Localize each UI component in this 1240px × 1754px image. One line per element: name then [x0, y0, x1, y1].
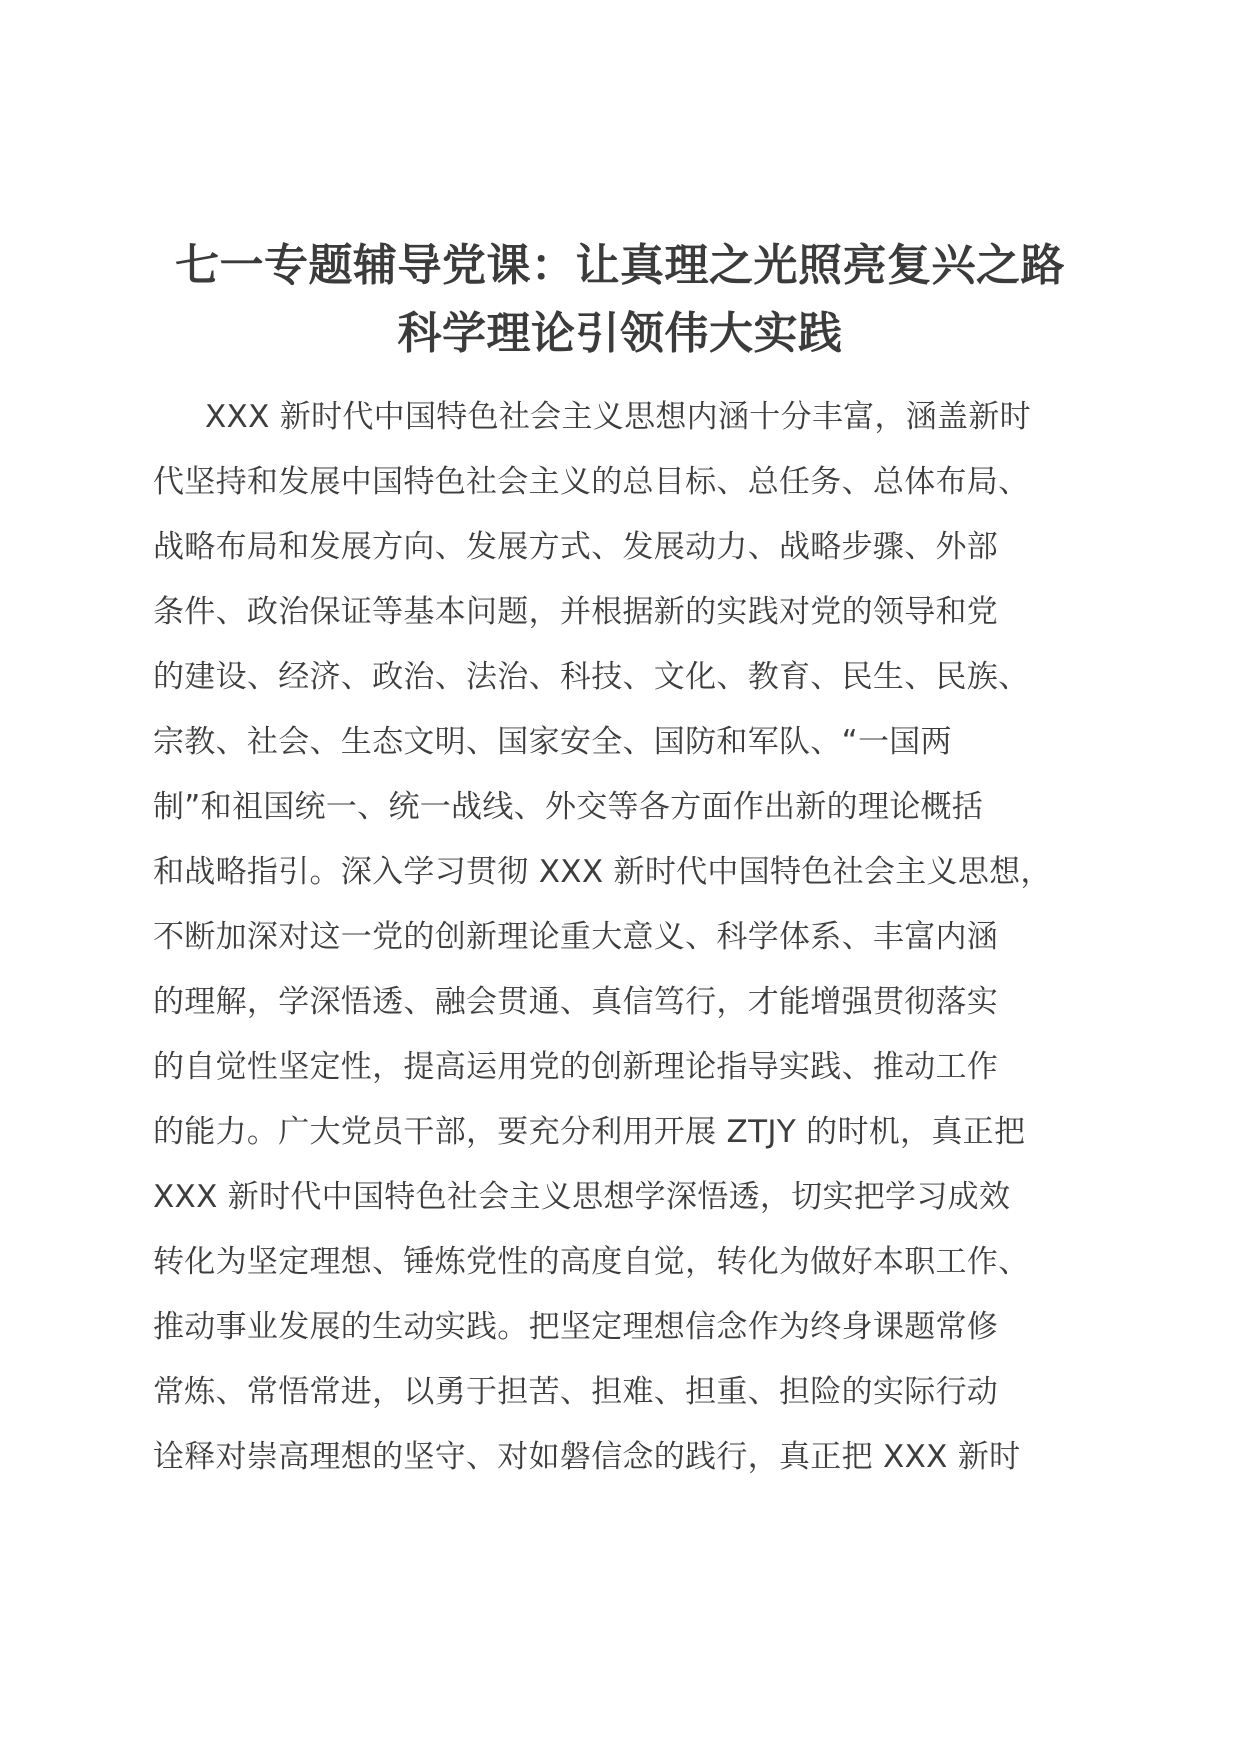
title-line-2: 科学理论引领伟大实践 [397, 308, 843, 359]
paragraph-line: 的理解，学深悟透、融会贯通、真信笃行，才能增强贯彻落实 [153, 984, 999, 1020]
paragraph-line: 诠释对崇高理想的坚守、对如磐信念的践行，真正把 XXX 新时 [153, 1439, 1021, 1475]
paragraph-line: XXX 新时代中国特色社会主义思想内涵十分丰富，涵盖新时 [205, 399, 1031, 435]
paragraph-line: 不断加深对这一党的创新理论重大意义、科学体系、丰富内涵 [153, 919, 999, 955]
paragraph-line: 推动事业发展的生动实践。把坚定理想信念作为终身课题常修 [153, 1309, 999, 1345]
paragraph-line: 的建设、经济、政治、法治、科技、文化、教育、民生、民族、 [153, 659, 1030, 695]
paragraph-line: 条件、政治保证等基本问题，并根据新的实践对党的领导和党 [153, 594, 999, 630]
paragraph-line: 和战略指引。深入学习贯彻 XXX 新时代中国特色社会主义思想， [153, 854, 1052, 890]
paragraph-line: 常炼、常悟常进，以勇于担苦、担难、担重、担险的实际行动 [153, 1374, 999, 1410]
document-title [150, 232, 1090, 368]
paragraph-line: 战略布局和发展方向、发展方式、发展动力、战略步骤、外部 [153, 529, 999, 565]
paragraph-line: 代坚持和发展中国特色社会主义的总目标、总任务、总体布局、 [153, 464, 1030, 500]
title-line-1: 七一专题辅导党课：让真理之光照亮复兴之路 [175, 240, 1065, 291]
paragraph-line: 转化为坚定理想、锤炼党性的高度自觉，转化为做好本职工作、 [153, 1244, 1030, 1280]
paragraph-line: XXX 新时代中国特色社会主义思想学深悟透，切实把学习成效 [153, 1179, 1011, 1215]
document-body [153, 385, 1103, 1490]
paragraph-line: 的能力。广大党员干部，要充分利用开展 ZTJY 的时机，真正把 [153, 1114, 1026, 1150]
paragraph-line: 制”和祖国统一、统一战线、外交等各方面作出新的理论概括 [153, 789, 984, 825]
paragraph-line: 的自觉性坚定性，提高运用党的创新理论指导实践、推动工作 [153, 1049, 999, 1085]
paragraph-line: 宗教、社会、生态文明、国家安全、国防和军队、“一国两 [153, 724, 952, 760]
